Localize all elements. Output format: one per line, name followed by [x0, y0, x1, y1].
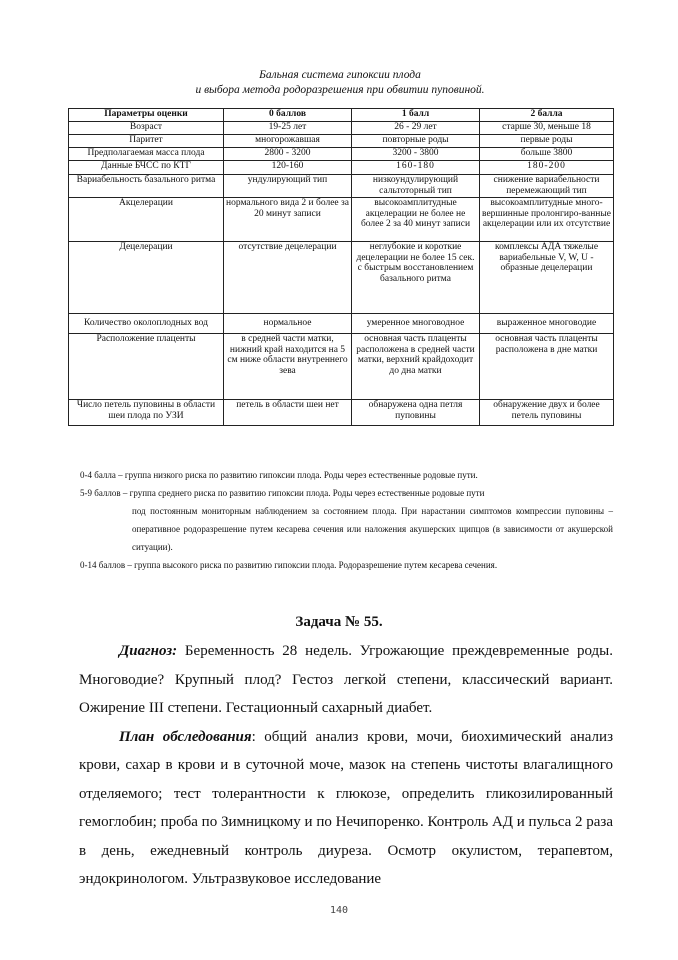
page-number: 140: [329, 905, 349, 916]
table-cell: выраженное многоводие: [480, 314, 614, 334]
table-cell: первые роды: [480, 135, 614, 148]
note-low-risk: 0-4 балла – группа низкого риска по развитию гипоксии плода. Роды через естественные родовые пути.: [80, 470, 478, 480]
table-cell: многорожавшая: [224, 135, 352, 148]
table-cell: умеренное многоводное: [352, 314, 480, 334]
table-row: [69, 148, 614, 161]
table-cell: старше 30, меньше 18: [480, 122, 614, 135]
table-cell: основная часть плаценты расположена в дне матки: [480, 334, 614, 400]
table-row: [69, 242, 614, 314]
table-cell: 2800 - 3200: [224, 148, 352, 161]
table-cell: неглубокие и короткие децелерации не более 15 сек. с быстрым восстановлением базального ритма: [352, 242, 480, 314]
table-cell: нормальное: [224, 314, 352, 334]
task-body: [79, 637, 613, 894]
table-cell: 26 - 29 лет: [352, 122, 480, 135]
header-1-point: 1 балл: [352, 109, 480, 122]
note-medium-risk: 5-9 баллов – группа среднего риска по развитию гипоксии плода. Роды через естественные родовые пути: [80, 488, 485, 498]
plan-text: : общий анализ крови, мочи, биохимический анализ крови, сахар в крови и в суточной моче, мазок на степень чистоты влагалищного отделяемого; тест толерантности к глюкозе, определить гликозилированный гемоглобин; проба по Зимницкому и по Нечипоренко. Контроль АД и пульса 2 раза в день, ежедневный контроль диуреза. Осмотр окулистом, терапевтом, эндокринологом. Ультразвуковое исследование: [79, 728, 613, 887]
table-cell: обнаружение двух и более петель пуповины: [480, 400, 614, 426]
table-row: [69, 135, 614, 148]
table-cell: больше 3800: [480, 148, 614, 161]
table-cell: Вариабельность базального ритма: [69, 175, 224, 198]
table-cell: Предполагаемая масса плода: [69, 148, 224, 161]
table-cell: комплексы АДА тяжелые вариабельные V, W, U - образные децелерации: [480, 242, 614, 314]
diagnosis-paragraph: [79, 637, 613, 723]
note-high-risk: 0-14 баллов – группа высокого риска по развитию гипоксии плода. Родоразрешение путем кесарева сечения.: [80, 560, 498, 570]
table-cell: 120-160: [224, 161, 352, 175]
table-cell: обнаружена одна петля пуповины: [352, 400, 480, 426]
table-cell: повторные роды: [352, 135, 480, 148]
table-cell: петель в области шеи нет: [224, 400, 352, 426]
table-caption-line-1: Бальная система гипоксии плода: [259, 69, 421, 81]
table-cell: Децелерации: [69, 242, 224, 314]
table-cell: нормального вида 2 и более за 20 минут записи: [224, 198, 352, 242]
header-2-points: 2 балла: [480, 109, 614, 122]
table-cell: 160-180: [352, 161, 480, 175]
table-cell: в средней части матки, нижний край находится на 5 см ниже области внутреннего зева: [224, 334, 352, 400]
table-header-row: [69, 109, 614, 122]
table-row: [69, 161, 614, 175]
table-cell: низкоундулирующий сальтоторный тип: [352, 175, 480, 198]
table-row: [69, 400, 614, 426]
header-0-points: 0 баллов: [224, 109, 352, 122]
table-row: [69, 175, 614, 198]
task-title: Задача № 55.: [295, 614, 383, 630]
plan-paragraph: [79, 723, 613, 894]
table-cell: основная часть плаценты расположена в средней части матки, верхний крайдоходит до дна матки: [352, 334, 480, 400]
table-row: [69, 122, 614, 135]
table-row: [69, 334, 614, 400]
table-cell: Паритет: [69, 135, 224, 148]
table-cell: Возраст: [69, 122, 224, 135]
table-cell: Расположение плаценты: [69, 334, 224, 400]
table-row: [69, 198, 614, 242]
table-cell: Количество околоплодных вод: [69, 314, 224, 334]
table-cell: высокоамплитудные много-вершинные пролонгиро-ванные акцелерации или их отсутствие: [480, 198, 614, 242]
table-cell: Акцелерации: [69, 198, 224, 242]
table-cell: 19-25 лет: [224, 122, 352, 135]
scoring-notes: [80, 466, 613, 574]
table-cell: 3200 - 3800: [352, 148, 480, 161]
diagnosis-label: Диагноз:: [119, 643, 178, 659]
table-cell: отсутствие децелерации: [224, 242, 352, 314]
diagnosis-text: Беременность 28 недель. Угрожающие преждевременные роды. Многоводие? Крупный плод? Гестоз легкой степени, классический вариант. Ожирение III степени. Гестационный сахарный диабет.: [79, 643, 613, 716]
header-parameter: Параметры оценки: [69, 109, 224, 122]
scoring-table: [68, 108, 614, 426]
table-cell: Данные БЧСС по КТГ: [69, 161, 224, 175]
table-cell: 180-200: [480, 161, 614, 175]
plan-label: План обследования: [119, 728, 252, 745]
table-cell: высокоамплитудные акцелерации не более не более 2 за 40 минут записи: [352, 198, 480, 242]
table-caption-line-2: и выбора метода родоразрешения при обвитии пуповиной.: [195, 84, 485, 96]
note-medium-risk-continued: под постоянным мониторным наблюдением за состоянием плода. При нарастании симптомов компрессии пуповины – оперативное родоразрешение путем кесарева сечения или наложения акушерских щипцов (в зависимости от акушерской ситуации).: [132, 506, 613, 552]
table-cell: снижение вариабельности перемежающий тип: [480, 175, 614, 198]
table-cell: Число петель пуповины в области шеи плода по УЗИ: [69, 400, 224, 426]
table-row: [69, 314, 614, 334]
table-cell: ундулирующий тип: [224, 175, 352, 198]
